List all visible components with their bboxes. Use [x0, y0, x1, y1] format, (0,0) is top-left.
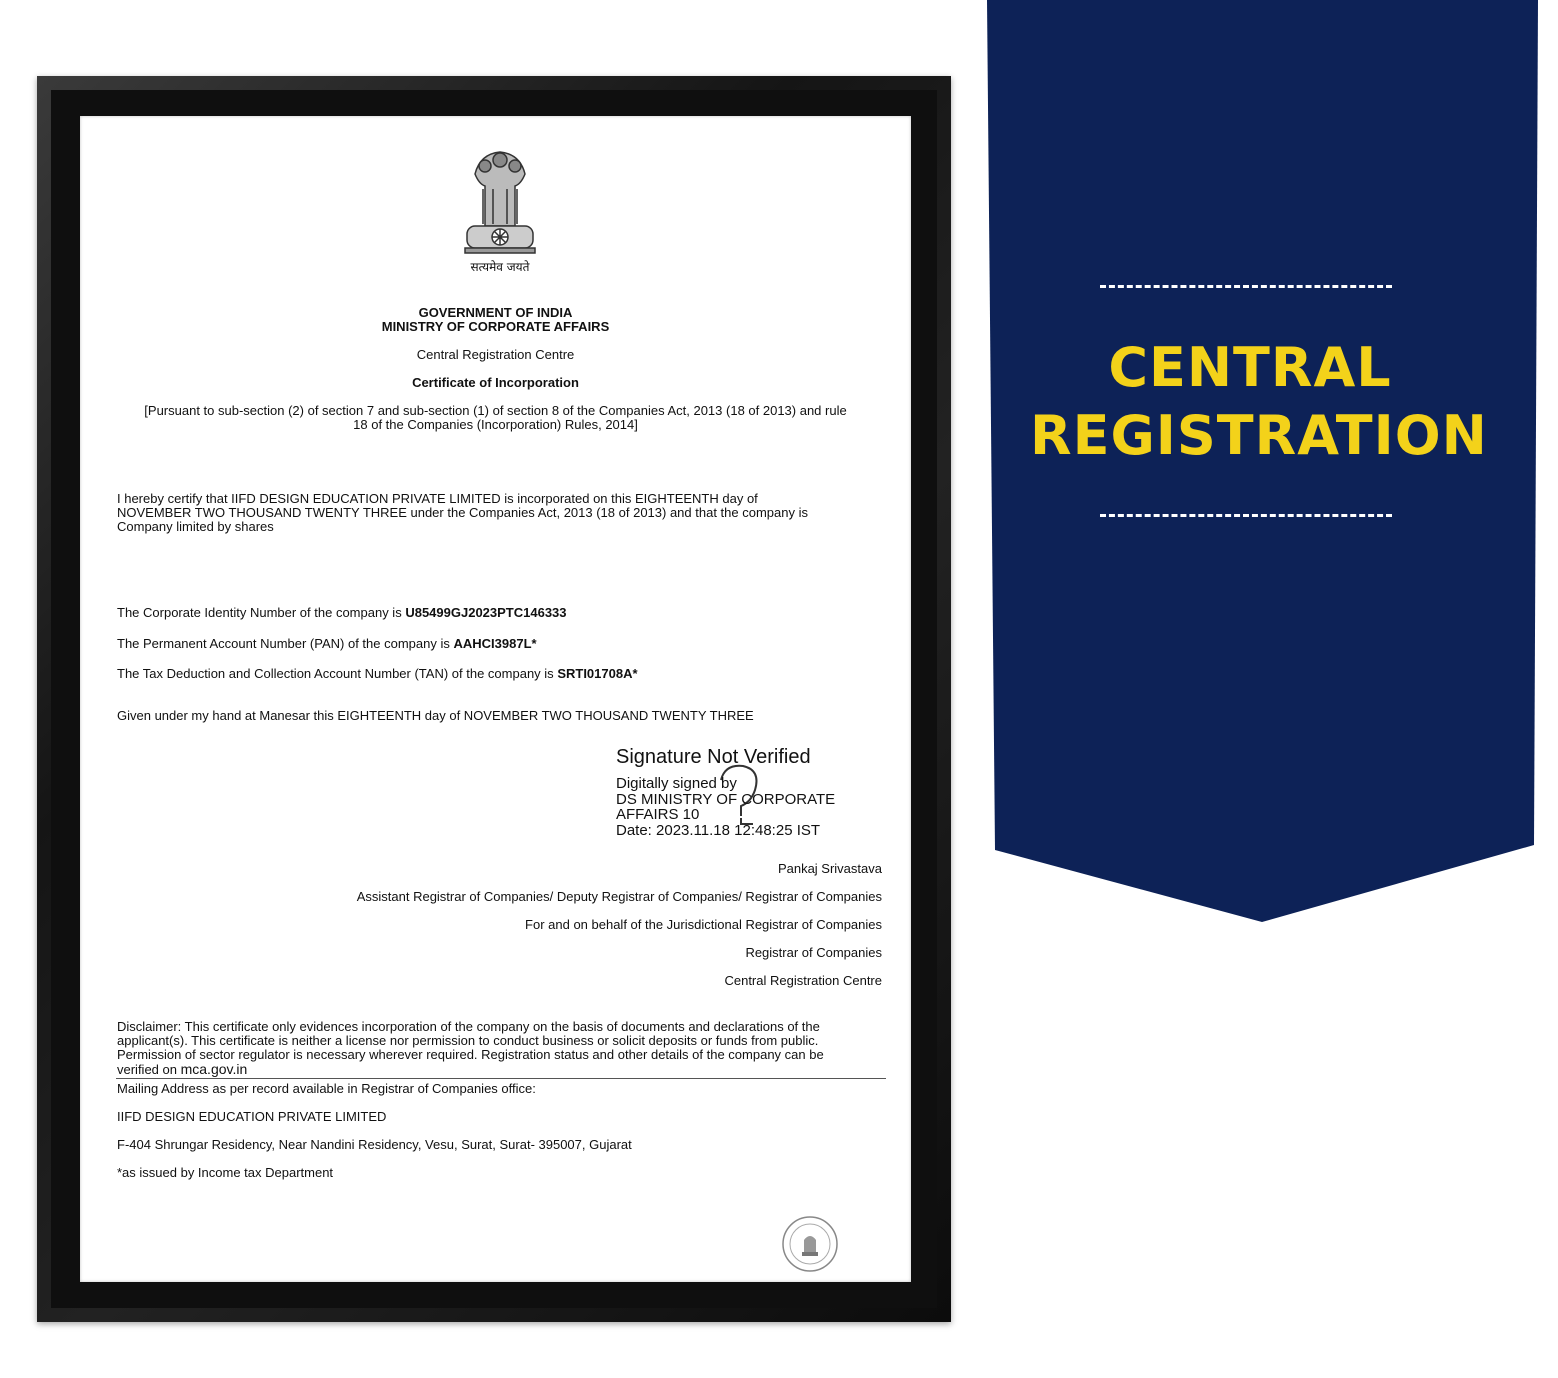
signature-line-3: AFFAIRS 10: [616, 806, 700, 823]
disclaimer-verified-on: verified on: [117, 1062, 177, 1077]
emblem-motto: सत्यमेव जयते: [470, 260, 530, 274]
disclaimer-divider: [116, 1078, 886, 1079]
company-name: IIFD DESIGN EDUCATION PRIVATE LIMITED: [117, 1109, 387, 1124]
banner-title-line-2: REGISTRATION: [1030, 404, 1488, 467]
signature-status: Signature Not Verified: [616, 746, 811, 768]
tan-label: The Tax Deduction and Collection Account Number (TAN) of the company is: [117, 666, 554, 681]
banner-title-line-1: CENTRAL: [1108, 336, 1392, 399]
mca-link[interactable]: mca.gov.in: [180, 1061, 248, 1077]
digital-signature-block: [616, 746, 876, 856]
top-dashed-divider: [1100, 285, 1392, 288]
national-emblem-icon: [455, 134, 545, 274]
certify-line-2: NOVEMBER TWO THOUSAND TWENTY THREE under the Companies Act, 2013 (18 of 2013) and that the company is: [117, 505, 808, 520]
bottom-dashed-divider: [1100, 514, 1392, 517]
pursuant-line-2: 18 of the Companies (Incorporation) Rules, 2014]: [353, 417, 638, 432]
centre-name: Central Registration Centre: [416, 347, 575, 362]
ministry-seal-icon: [780, 1214, 840, 1274]
certificate-paper: [80, 116, 911, 1282]
pan-label: The Permanent Account Number (PAN) of the company is: [117, 636, 450, 651]
pan-line: [117, 637, 537, 652]
disclaimer-line-1: Disclaimer: This certificate only evidences incorporation of the company on the basis of documents and declarations of the: [117, 1019, 820, 1034]
footnote: *as issued by Income tax Department: [117, 1165, 334, 1180]
disclaimer-line-2: applicant(s). This certificate is neither a license nor permission to conduct business or solicit deposits or funds from public.: [117, 1033, 819, 1048]
certify-line-3: Company limited by shares: [117, 519, 274, 534]
disclaimer-line-4: [117, 1062, 247, 1078]
cin-value: U85499GJ2023PTC146333: [405, 605, 567, 620]
signature-line-1: Digitally signed by: [616, 775, 737, 792]
on-behalf-line: For and on behalf of the Jurisdictional Registrar of Companies: [525, 917, 882, 932]
pursuant-line-1: [Pursuant to sub-section (2) of section 7 and sub-section (1) of section 8 of the Companies Act, 2013 (18 of 2013) and rule: [144, 403, 847, 418]
pan-value: AAHCI3987L*: [453, 636, 537, 651]
disclaimer-line-3: Permission of sector regulator is necessary wherever required. Registration status and other details of the company can be: [117, 1047, 824, 1062]
company-address: F-404 Shrungar Residency, Near Nandini Residency, Vesu, Surat, Surat- 395007, Gujarat: [117, 1137, 632, 1152]
ministry-heading: MINISTRY OF CORPORATE AFFAIRS: [381, 319, 610, 334]
signatory-role: Assistant Registrar of Companies/ Deputy Registrar of Companies/ Registrar of Companies: [356, 889, 882, 904]
certify-line-1: I hereby certify that IIFD DESIGN EDUCATION PRIVATE LIMITED is incorporated on this EIGHTEENTH day of: [117, 491, 758, 506]
centre-footer-line: Central Registration Centre: [724, 973, 882, 988]
certificate-title: Certificate of Incorporation: [412, 375, 579, 390]
cin-label: The Corporate Identity Number of the company is: [117, 605, 402, 620]
government-heading: GOVERNMENT OF INDIA: [418, 305, 573, 320]
signature-date: Date: 2023.11.18 12:48:25 IST: [616, 821, 821, 839]
mailing-address-label: Mailing Address as per record available in Registrar of Companies office:: [117, 1081, 536, 1096]
signatory-name: Pankaj Srivastava: [777, 861, 882, 876]
tan-line: [117, 667, 638, 682]
signature-line-2: DS MINISTRY OF CORPORATE: [616, 790, 836, 808]
tan-value: SRTI01708A*: [557, 666, 638, 681]
registrar-line: Registrar of Companies: [745, 945, 882, 960]
given-under-hand: Given under my hand at Manesar this EIGHTEENTH day of NOVEMBER TWO THOUSAND TWENTY THREE: [117, 708, 754, 723]
cin-line: [117, 606, 567, 621]
